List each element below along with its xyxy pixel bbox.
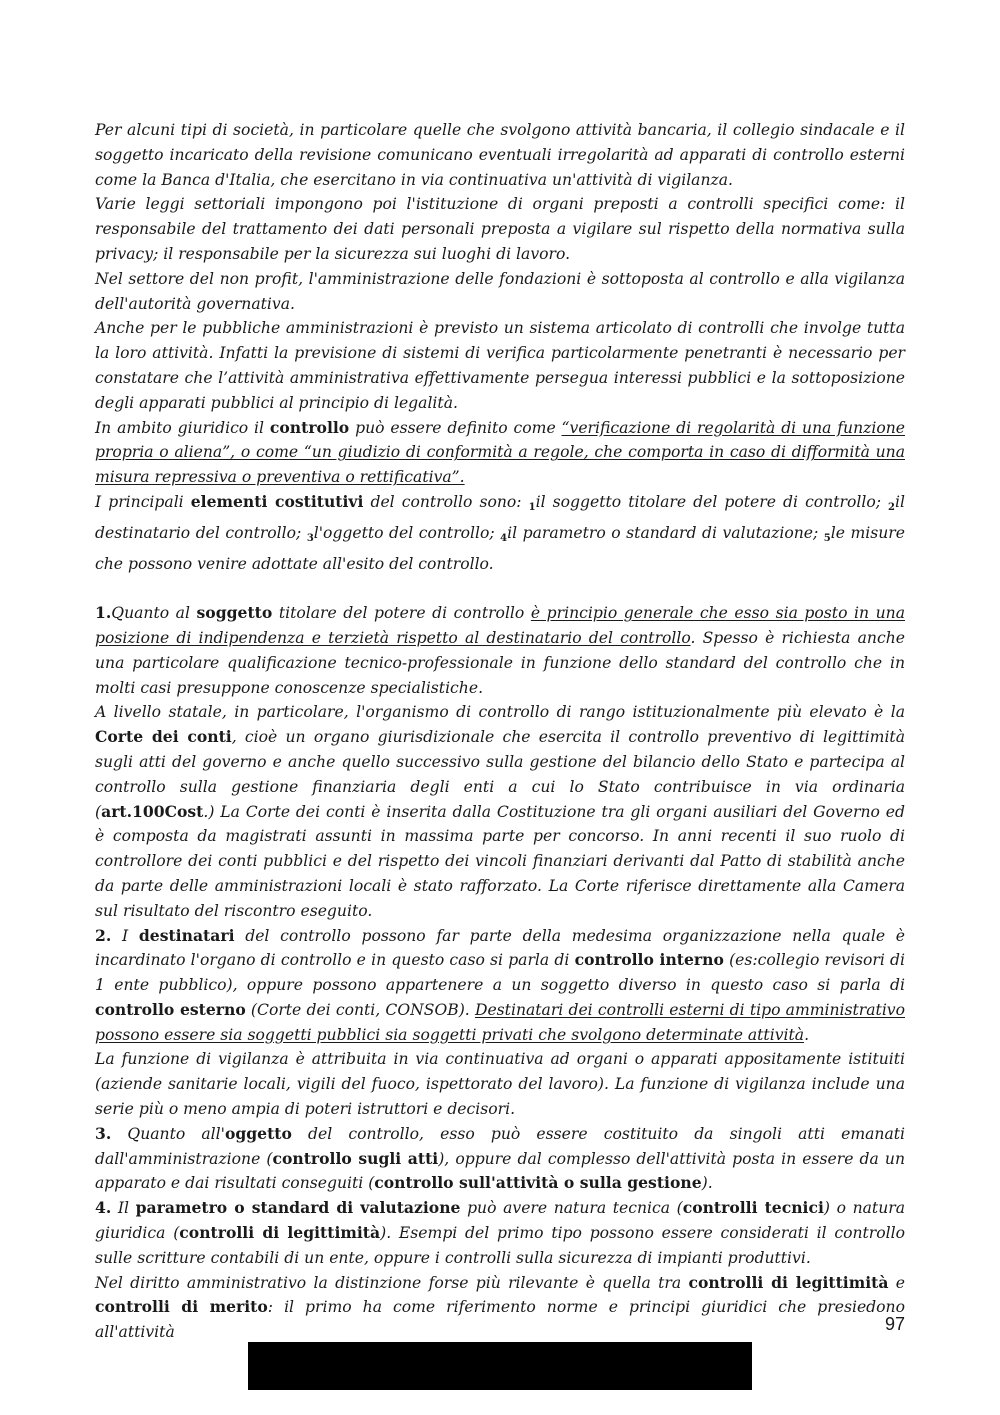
paragraph-constitutive-elements: I principali elementi costitutivi del controllo sono: $_1$il soggetto titolare del potere di controllo; $_2$il destinatario del controllo; $_3$l'oggetto del controllo; $_4$il parametro o standard di valutazione; $_5$le misure che possono venire adottate all'esito del controllo. [95,491,905,573]
document-body [95,118,905,1345]
paragraph: Per alcuni tipi di società, in particolare quelle che svolgono attività bancaria, il collegio sindacale e il soggetto incaricato della revisione comunicano eventuali irregolarità ad apparati di controllo esterni come la Banca d'Italia, che esercitano in via continuativa un'attività di vigilanza. [95,121,905,189]
section-2-destinatari: 2. I destinatari del controllo possono far parte della medesima organizzazione nella quale è incardinato l'organo di controllo e in questo caso si parla di controllo interno (es:collegio revisori di 1 ente pubblico), oppure possono appartenere a un soggetto diverso in questo caso si parla di controllo esterno (Corte dei conti, CONSOB). Destinatari dei controlli esterni di tipo amministrativo possono essere sia soggetti pubblici sia soggetti privati che svolgono determinate attività. [95,925,906,1044]
footer-bar [248,1342,752,1390]
paragraph-corte-dei-conti: A livello statale, in particolare, l'organismo di controllo di rango istituzionalmente più elevato è la Corte dei conti, cioè un organo giurisdizionale che esercita il controllo preventivo di legittimità sugli atti del governo e anche quello successivo sulla gestione del bilancio dello Stato e partecipa al controllo sulla gestione finanziaria degli enti a cui lo Stato contribuisce in via ordinaria (art.100Cost.) La Corte dei conti è inserita dalla Costituzione tra gli organi ausiliari del Governo ed è composta da magistrati assunti in massima parte per concorso. In anni recenti il suo ruolo di controllore dei conti pubblici e del rispetto dei vincoli finanziari derivanti dal Patto di stabilità anche da parte delle amministrazioni locali è stato rafforzato. La Corte riferisce direttamente alla Camera sul risultato del riscontro eseguito. [95,703,905,920]
section-1-soggetto: 1.Quanto al soggetto titolare del potere di controllo è principio generale che esso sia posto in una posizione di indipendenza e terzietà rispetto al destinatario del controllo. Spesso è richiesta anche una particolare qualificazione tecnico-professionale in funzione dello standard del controllo che in molti casi presuppone conoscenze specialistiche. [95,603,906,697]
paragraph-control-definition: In ambito giuridico il controllo può essere definito come “verificazione di regolarità di una funzione propria o aliena”, o come “un giudizio di conformità a regole, che comporta in caso di difformità una misura repressiva o preventiva o rettificativa”. [95,417,906,487]
paragraph-legittimita-merito: Nel diritto amministrativo la distinzione forse più rilevante è quella tra controlli di legittimità e controlli di merito: il primo ha come riferimento norme e principi giuridici che presiedono all'attività [95,1272,906,1342]
paragraph: Anche per le pubbliche amministrazioni è previsto un sistema articolato di controlli che involge tutta la loro attività. Infatti la previsione di sistemi di verifica particolarmente penetranti è necessario per constatare che l’attività amministrativa effettivamente persegua interessi pubblici e la sottoposizione degli apparati pubblici al principio di legalità. [95,319,905,412]
page-number: 97 [884,1314,905,1334]
section-3-oggetto: 3. Quanto all'oggetto del controllo, esso può essere costituito da singoli atti emanati dall'amministrazione (controllo sugli atti), oppure dal complesso dell'attività posta in essere da un apparato e dai risultati conseguiti (controllo sull'attività o sulla gestione). [95,1123,905,1193]
paragraph: Varie leggi settoriali impongono poi l'istituzione di organi preposti a controlli specifici come: il responsabile del trattamento dei dati personali preposta a vigilare sul rispetto della normativa sulla privacy; il responsabile per la sicurezza sui luoghi di lavoro. [95,195,905,263]
section-4-parametro: 4. Il parametro o standard di valutazione può avere natura tecnica (controlli tecnici) o natura giuridica (controlli di legittimità). Esempi del primo tipo possono essere considerati il controllo sulle scritture contabili di un ente, oppure i controlli sulla sicurezza di impianti produttivi. [95,1198,905,1267]
paragraph: Nel settore del non profit, l'amministrazione delle fondazioni è sottoposta al controllo e alla vigilanza dell'autorità governativa. [95,269,905,313]
paragraph-vigilanza: La funzione di vigilanza è attribuita in via continuativa ad organi o apparati appositamente istituiti (aziende sanitarie locali, vigili del fuoco, ispettorato del lavoro). La funzione di vigilanza include una serie più o meno ampia di poteri istruttori e decisori. [95,1050,905,1119]
